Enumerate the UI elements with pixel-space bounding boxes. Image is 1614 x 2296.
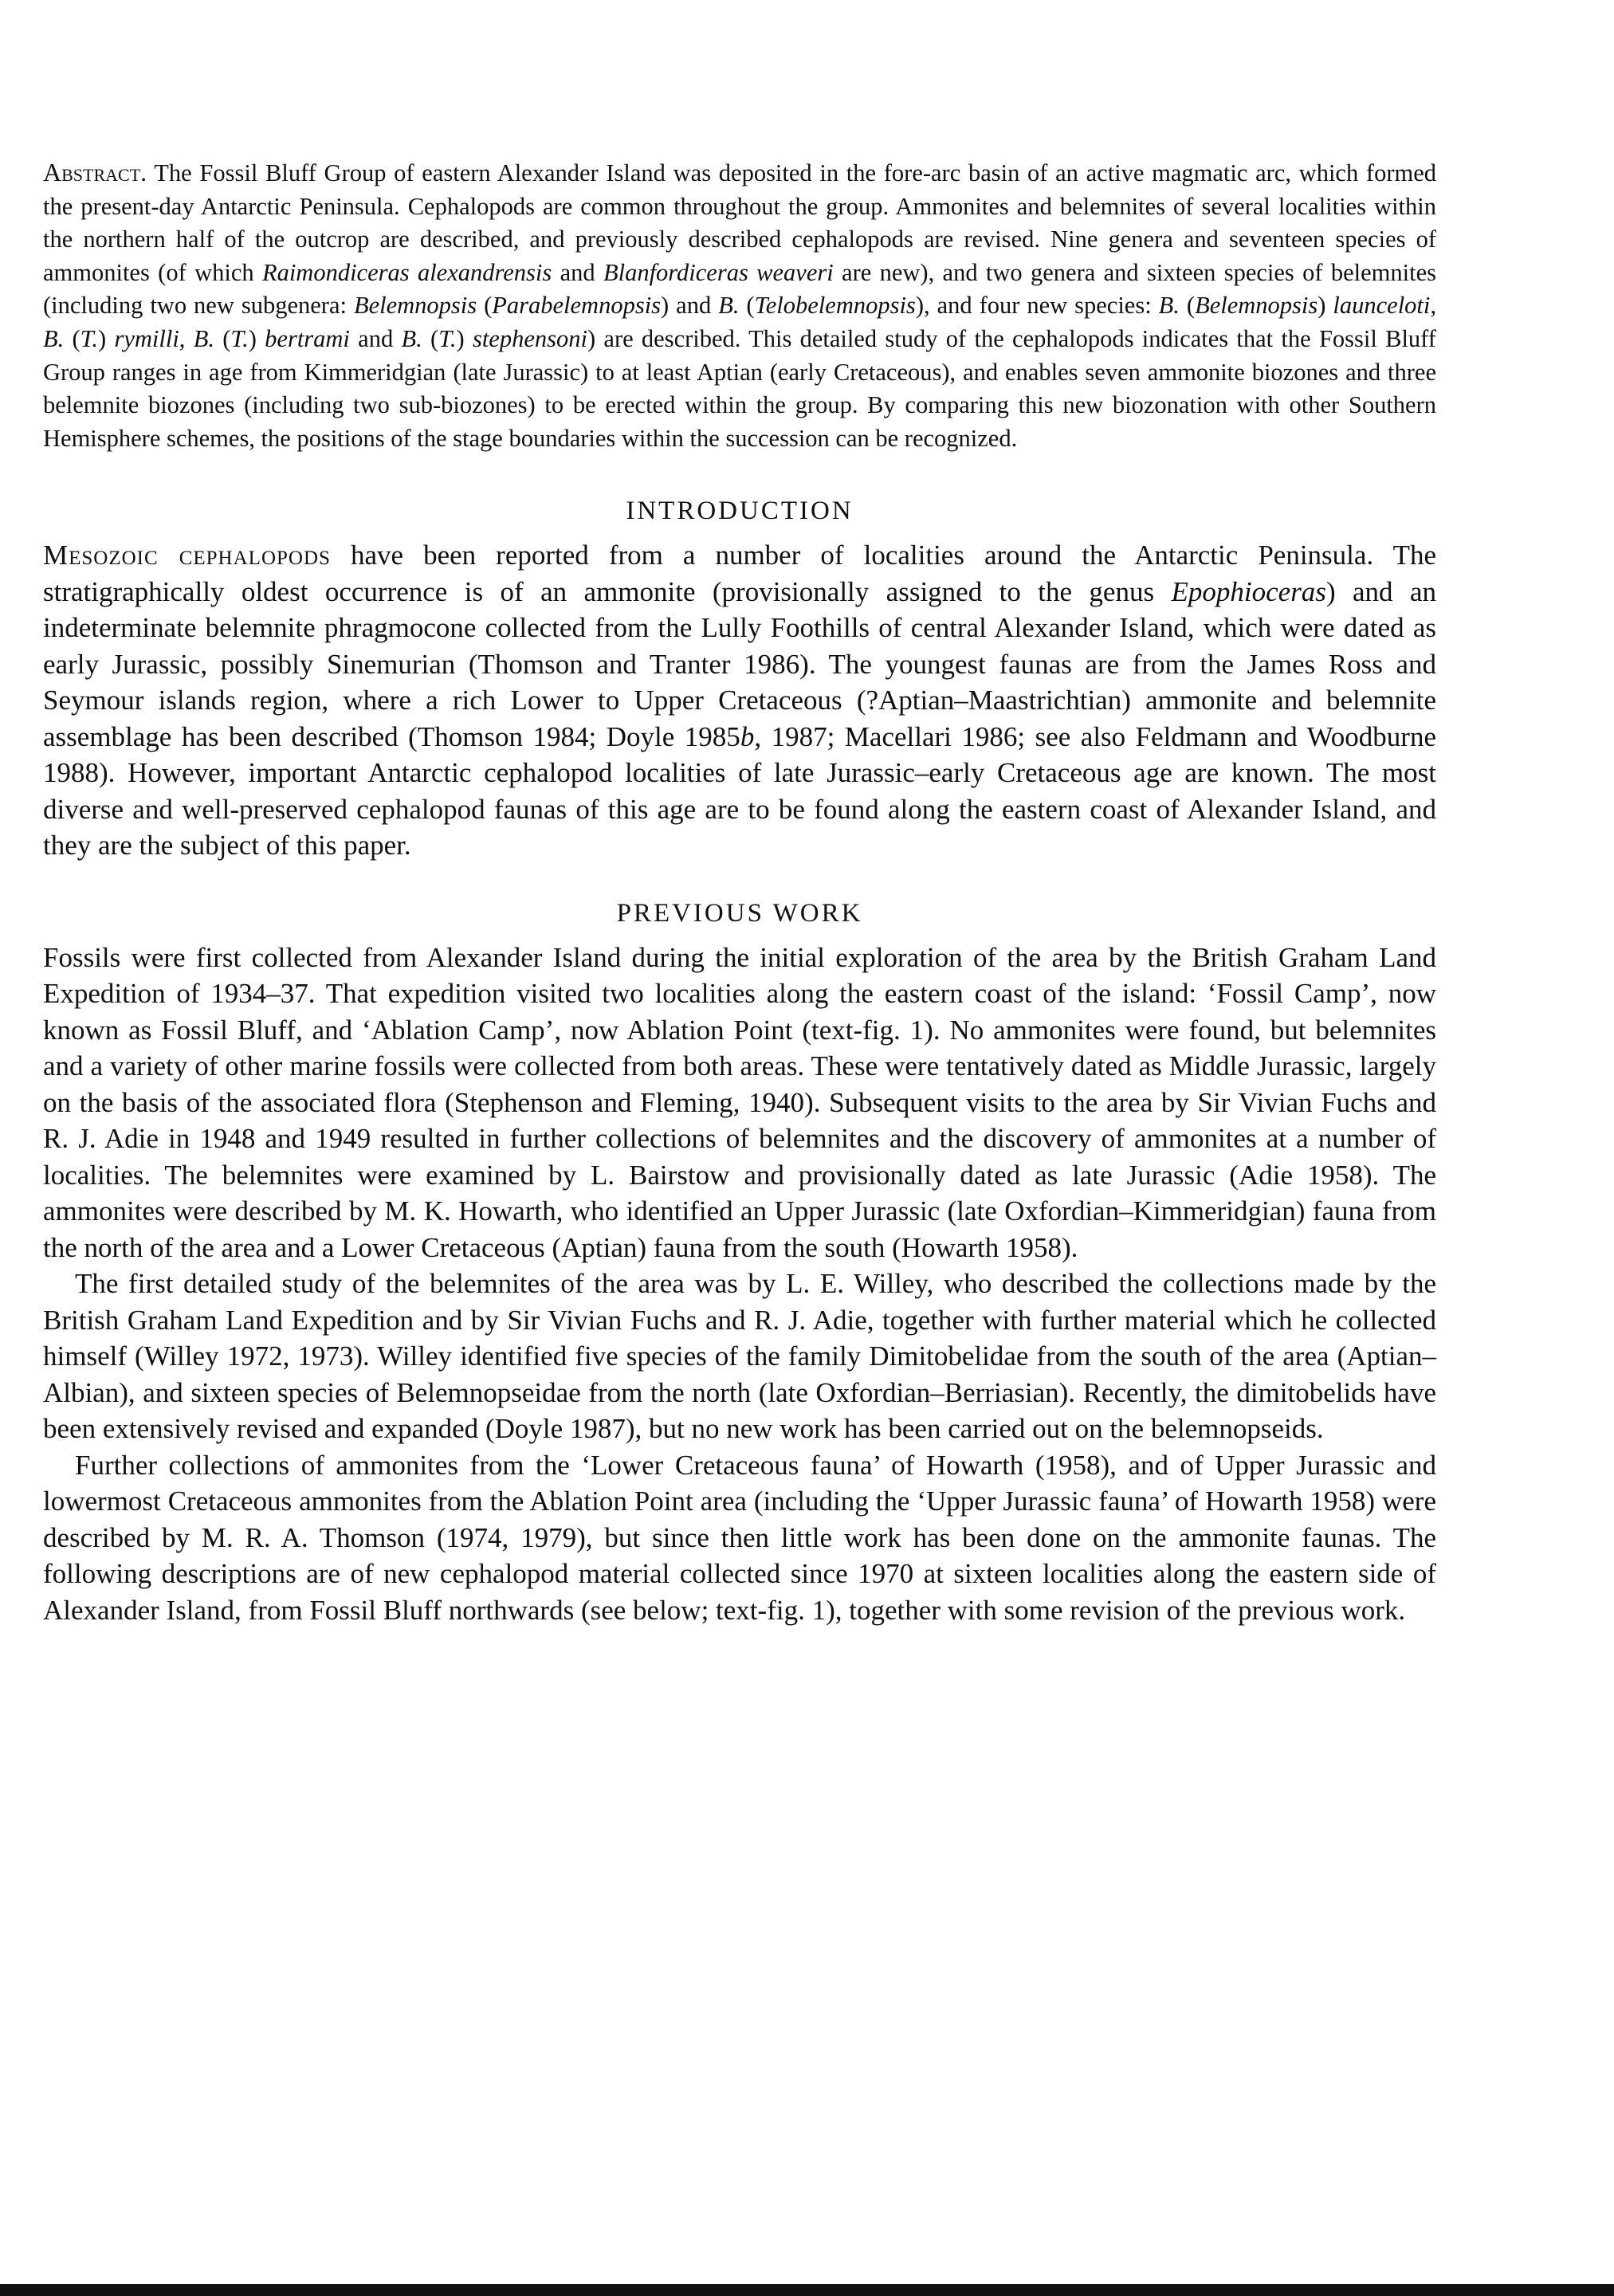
species-name: launceloti, B. bbox=[43, 292, 1436, 352]
species-name: B. bbox=[401, 324, 422, 352]
subgenus-name: Belemnopsis bbox=[353, 292, 477, 320]
species-name: rymilli, B. bbox=[114, 324, 214, 352]
species-name: stephensoni bbox=[472, 324, 587, 352]
previous-work-paragraph-1: Fossils were first collected from Alexander Island during the initial exploration of the area by the British Graham Land Expedition of 1934–37. That expedition visited two localities along the eastern coast of the island: ‘Fossil Camp’, now known as Fossil Bluff, and ‘Ablation Camp’, now Ablation Point (text-fig. 1). No ammonites were found, but belemnites and a variety of other marine fossils were collected from both areas. These were tentatively dated as Middle Jurassic, largely on the basis of the associated flora (Stephenson and Fleming, 1940). Subsequent visits to the area by Sir Vivian Fuchs and R. J. Adie in 1948 and 1949 resulted in further collections of belemnites and the discovery of ammonites at a number of localities. The belemnites were examined by L. Bairstow and provisionally dated as late Jurassic (Adie 1958). The ammonites were described by M. K. Howarth, who identified an Upper Jurassic (late Oxfordian–Kimmeridgian) fauna from the north of the area and a Lower Cretaceous (Aptian) fauna from the south (Howarth 1958). bbox=[43, 941, 1436, 1263]
previous-work-paragraph-3: Further collections of ammonites from the ‘Lower Cretaceous fauna’ of Howarth (1958), and of Upper Jurassic and lowermost Cretaceous ammonites from the Ablation Point area (including the ‘Upper Jurassic fauna’ of Howarth 1958) were described by M. R. A. Thomson (1974, 1979), but since then little work has been done on the ammonite faunas. The following descriptions are of new cephalopod material collected since 1970 at sixteen localities along the eastern side of Alexander Island, from Fossil Bluff northwards (see below; text-fig. 1), together with some revision of the previous work. bbox=[43, 1449, 1436, 1626]
abstract: Abstract. The Fossil Bluff Group of eastern Alexander Island was deposited in the fore-arc basin of an active magmatic arc, which formed the present-day Antarctic Peninsula. Cephalopods are common throughout the group. Ammonites and belemnites of several localities within the northern half of the outcrop are described, and previously described cephalopods are revised. Nine genera and seventeen species of ammonites (of which Raimondiceras alexandrensis and Blanfordiceras weaveri are new), and two genera and sixteen species of belemnites (including two new subgenera: Belemnopsis (Parabelemnopsis) and B. (Telobelemnopsis), and four new species: B. (Belemnopsis) launceloti, B. (T.) rymilli, B. (T.) bertrami and B. (T.) stephensoni) are described. This detailed study of the cephalopods indicates that the Fossil Bluff Group ranges in age from Kimmeridgian (late Jurassic) to at least Aptian (early Cretaceous), and enables seven ammonite biozones and three belemnite biozones (including two sub-biozones) to be erected within the group. By comparing this new biozonation with other Southern Hemisphere schemes, the positions of the stage boundaries within the succession can be recognized. bbox=[43, 158, 1436, 452]
species-name: T. bbox=[230, 324, 249, 352]
lead-in: Mesozoic cephalopods bbox=[43, 540, 331, 571]
genus-name: Epophioceras bbox=[1171, 575, 1326, 607]
page-content bbox=[43, 156, 1436, 1628]
species-name: B. bbox=[1158, 292, 1180, 320]
subgenus-name: B. bbox=[718, 292, 740, 320]
abstract-label: Abstract. bbox=[43, 158, 147, 186]
section-heading-previous-work: PREVIOUS WORK bbox=[616, 898, 863, 928]
species-name: Belemnopsis bbox=[1195, 292, 1318, 320]
subgenus-name: Telobelemnopsis bbox=[754, 292, 916, 320]
subgenus-name: Parabelemnopsis bbox=[492, 292, 662, 320]
species-name: T. bbox=[438, 324, 457, 352]
species-name: Raimondiceras alexandrensis bbox=[261, 258, 552, 286]
introduction-paragraph: Mesozoic cephalopods have been reported from a number of localities around the Antarctic Peninsula. The stratigraphically oldest occurrence is of an ammonite (provisionally assigned to the genus Epophioceras) and an indeterminate belemnite phragmocone collected from the Lully Foothills of central Alexander Island, which were dated as early Jurassic, possibly Sinemurian (Thomson and Tranter 1986). The youngest faunas are from the James Ross and Seymour islands region, where a rich Lower to Upper Cretaceous (?Aptian–Maastrichtian) ammonite and belemnite assemblage has been described (Thomson 1984; Doyle 1985b, 1987; Macellari 1986; see also Feldmann and Woodburne 1988). However, important Antarctic cephalopod localities of late Jurassic–early Cretaceous age are known. The most diverse and well-preserved cephalopod faunas of this age are to be found along the eastern coast of Alexander Island, and they are the subject of this paper. bbox=[43, 540, 1437, 861]
previous-work-paragraph-2: The first detailed study of the belemnites of the area was by L. E. Willey, who described the collections made by the British Graham Land Expedition and by Sir Vivian Fuchs and R. J. Adie, together with further material which he collected himself (Willey 1972, 1973). Willey identified five species of the family Dimitobelidae from the south of the area (Aptian–Albian), and sixteen species of Belemnopseidae from the north (late Oxfordian–Berriasian). Recently, the dimitobelids have been extensively revised and expanded (Doyle 1987), but no new work has been carried out on the belemnopseids. bbox=[43, 1268, 1436, 1445]
species-name: Blanfordiceras weaveri bbox=[603, 258, 834, 286]
species-name: bertrami bbox=[265, 324, 350, 352]
species-name: T. bbox=[80, 324, 99, 352]
section-heading-introduction: INTRODUCTION bbox=[626, 496, 854, 526]
reference-suffix: b bbox=[740, 720, 755, 752]
page-bottom-border bbox=[0, 2284, 1614, 2296]
